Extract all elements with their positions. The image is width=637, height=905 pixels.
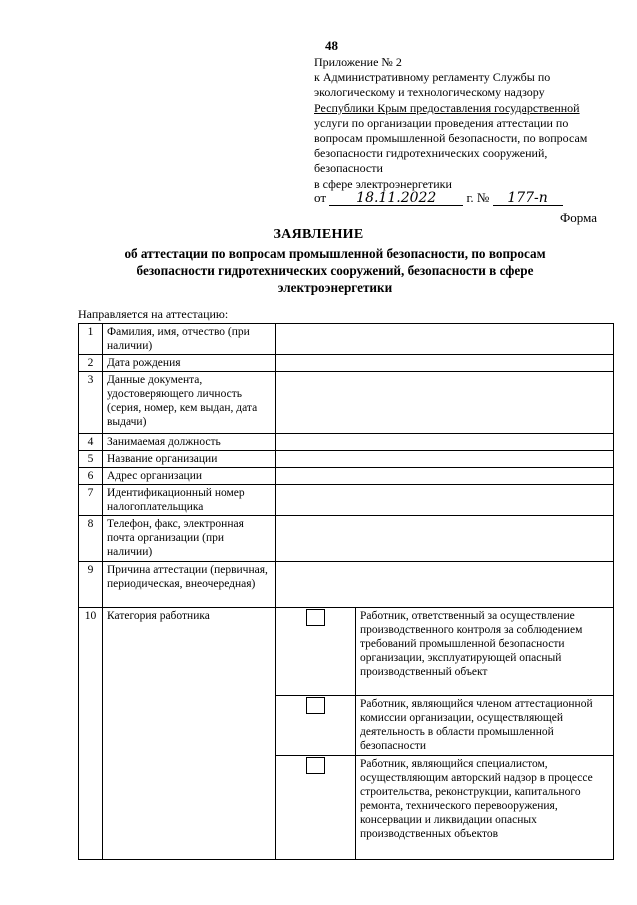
checkbox-cell xyxy=(276,696,356,756)
row-label: Адрес организации xyxy=(103,468,276,485)
row-label: Фамилия, имя, отчество (при наличии) xyxy=(103,324,276,355)
sent-for-label: Направляется на аттестацию: xyxy=(78,307,229,321)
checkbox-cell xyxy=(276,756,356,860)
appendix-line: к Административному регламенту Службы по xyxy=(314,70,551,85)
appendix-block xyxy=(314,55,614,192)
appendix-line: экологическому и технологическому надзору xyxy=(314,85,545,100)
answer-cell-inn[interactable] xyxy=(276,485,614,516)
application-form-table xyxy=(78,323,614,860)
row-number: 5 xyxy=(79,451,103,468)
row-label: Идентификационный номер налогоплательщика xyxy=(103,485,276,516)
row-label: Данные документа, удостоверяющего личность (серия, номер, кем выдан, дата выдачи) xyxy=(103,372,276,434)
appendix-line: Республики Крым предоставления государственной xyxy=(314,100,580,115)
category-checkbox-production-control[interactable] xyxy=(306,609,325,626)
answer-cell-organization-name[interactable] xyxy=(276,451,614,468)
row-label: Телефон, факс, электронная почта организации (при наличии) xyxy=(103,516,276,562)
table-row xyxy=(79,434,614,451)
document-title: ЗАЯВЛЕНИЕ xyxy=(273,227,364,242)
category-option: Работник, являющийся членом аттестационной комиссии организации, осуществляющей деятельность в области промышленной безопасности xyxy=(356,696,614,756)
table-row xyxy=(79,468,614,485)
answer-cell-attestation-reason[interactable] xyxy=(276,562,614,608)
appendix-line: в сфере электроэнергетики xyxy=(314,176,452,191)
table-row-category xyxy=(79,608,614,696)
table-row xyxy=(79,324,614,355)
appendix-line: услуги по организации проведения аттестации по xyxy=(314,115,569,130)
order-date-line xyxy=(314,190,563,206)
row-label: Категория работника xyxy=(103,608,276,860)
appendix-line: вопросам промышленной безопасности, по вопросам xyxy=(314,131,588,146)
category-option: Работник, являющийся специалистом, осуществляющим авторский надзор в процессе строительства, реконструкции, капитального ремонта, технического перевооружения, консервации и ликвидации опасных производственных объектов xyxy=(356,756,614,860)
document-subtitle: об аттестации по вопросам промышленной безопасности, по вопросам безопасности гидротехнических сооружений, безопасности в сфере электроэнергетики xyxy=(124,246,546,295)
table-row xyxy=(79,516,614,562)
row-label: Причина аттестации (первичная, периодическая, внеочередная) xyxy=(103,562,276,608)
form-label: Форма xyxy=(560,210,597,225)
checkbox-cell xyxy=(276,608,356,696)
appendix-line: Приложение № 2 xyxy=(314,55,402,69)
row-number: 4 xyxy=(79,434,103,451)
category-checkbox-commission-member[interactable] xyxy=(306,697,325,714)
handwritten-date: 18.11.2022 xyxy=(329,191,463,206)
answer-cell-contacts[interactable] xyxy=(276,516,614,562)
appendix-line: безопасности xyxy=(314,161,383,176)
row-label: Название организации xyxy=(103,451,276,468)
row-number: 10 xyxy=(79,608,103,860)
row-label: Дата рождения xyxy=(103,355,276,372)
category-option: Работник, ответственный за осуществление производственного контроля за соблюдением требований промышленной безопасности организации, эксплуатирующей опасный производственный объект xyxy=(356,608,614,696)
row-label: Занимаемая должность xyxy=(103,434,276,451)
year-number-label: г. № xyxy=(466,190,490,205)
answer-cell-id-document[interactable] xyxy=(276,372,614,434)
row-number: 7 xyxy=(79,485,103,516)
table-row xyxy=(79,451,614,468)
answer-cell-full-name[interactable] xyxy=(276,324,614,355)
row-number: 1 xyxy=(79,324,103,355)
row-number: 8 xyxy=(79,516,103,562)
row-number: 9 xyxy=(79,562,103,608)
answer-cell-organization-address[interactable] xyxy=(276,468,614,485)
table-row xyxy=(79,372,614,434)
category-checkbox-author-supervision[interactable] xyxy=(306,757,325,774)
handwritten-order-number: 177-п xyxy=(493,191,563,206)
row-number: 6 xyxy=(79,468,103,485)
answer-cell-birth-date[interactable] xyxy=(276,355,614,372)
table-row xyxy=(79,355,614,372)
from-label: от xyxy=(314,190,327,205)
answer-cell-position[interactable] xyxy=(276,434,614,451)
page-number: 48 xyxy=(325,38,338,53)
table-row xyxy=(79,562,614,608)
row-number: 3 xyxy=(79,372,103,434)
appendix-line: безопасности гидротехнических сооружений, xyxy=(314,146,548,161)
row-number: 2 xyxy=(79,355,103,372)
table-row xyxy=(79,485,614,516)
